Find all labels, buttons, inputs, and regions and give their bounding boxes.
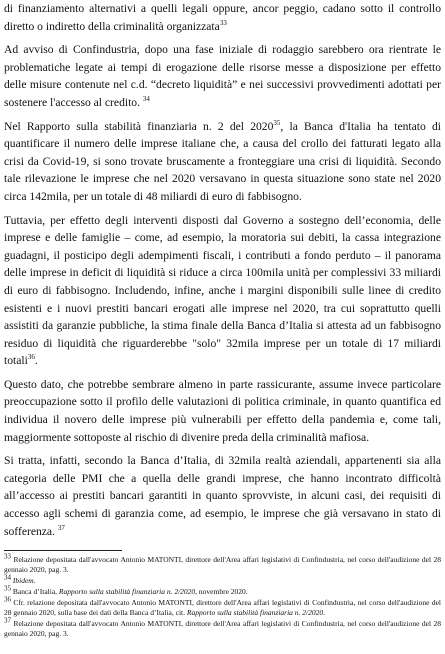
footnote-separator bbox=[4, 550, 122, 551]
footnote-ref-36[interactable]: 36 bbox=[27, 353, 35, 362]
footnote-ref-34[interactable]: 34 bbox=[142, 95, 150, 104]
footnote-34: $^{34}$ Ibidem. bbox=[4, 573, 36, 586]
footnote-37: $^{37}$ Relazione depositata dall'avvocato Antonio MATONTI, direttore dell'Area affari legislativi di Confindustria, nel corso dell'audizione del 28 gennaio 2020, pag. 3. bbox=[4, 616, 441, 639]
footnote-ref-35[interactable]: 35 bbox=[273, 118, 281, 127]
paragraph-1: di finanziamento alternativi a quelli legali oppure, ancor peggio, cadano sotto il controllo diretto o indiretto della criminalità organizzata$^{33}$ bbox=[4, 2, 441, 33]
footnote-ref-33[interactable]: 33 bbox=[219, 18, 227, 27]
footnote-ref-37[interactable]: 37 bbox=[57, 523, 65, 532]
paragraph-5: Questo dato, che potrebbe sembrare almeno in parte rassicurante, assume invece particolare preoccupazione sotto il profilo delle valutazioni di politica criminale, in quanto quantifica ed individua il novero delle imprese più vulnerabili per effetto della pandemia e, come tali, maggiormente sottoposte al rischio di divenire preda della criminalità mafiosa. bbox=[4, 377, 441, 444]
footnote-33: $^{33}$ Relazione depositata dall'avvocato Antonio MATONTI, direttore dell'Area affari legislativi di Confindustria, nel corso dell'audizione del 28 gennaio 2020, pag. 3. bbox=[4, 552, 441, 575]
paragraph-4: Tuttavia, per effetto degli interventi disposti dal Governo a sostegno dell’economia, delle imprese e delle famiglie – come, ad esempio, la moratoria sui debiti, la cassa integrazione guadagni, il posticipo degli adempimenti fiscali, i contributi a fondo perduto – il panorama delle imprese in deficit di liquidità si riduce a circa 100mila unità per complessivi 33 miliardi di euro di fabbisogno. Includendo, infine, anche i margini disponibili sulle linee di credito esistenti e i nuovi prestiti bancari erogati alle imprese nel 2020, tra cui soprattutto quelli assistiti da garanzie pubbliche, la stima finale della Banca d’Italia si attesta ad un fabbisogno residuo di liquidità che riguarderebbe "solo" 32mila imprese per un totale di 17 miliardi totali$^{36}$. bbox=[4, 213, 441, 368]
paragraph-6: Si tratta, infatti, secondo la Banca d’Italia, di 32mila realtà aziendali, appartenenti sia alla categoria delle PMI che a quella delle grandi imprese, che hanno incontrato difficoltà all’accesso ai prestiti bancari garantiti in quanto sprovviste, in alcuni casi, dei requisiti di accesso agli schemi di garanzia come, ad esempio, le imprese che già versavano in stato di sofferenza. $^{37}$ bbox=[4, 454, 441, 538]
footnote-36: $^{36}$ Cfr. relazione depositata dall'avvocato Antonio MATONTI, direttore dell'Area affari legislativi di Confindustria, nel corso dell'audizione del 28 gennaio 2020, sulla base dei dati della Banca d’Italia, cit. Rapporto sulla stabilità finanziaria n. 2/2020. bbox=[4, 595, 441, 618]
document-page bbox=[4, 0, 441, 640]
paragraph-2: Ad avviso di Confindustria, dopo una fase iniziale di rodaggio sarebbero ora rientrate le problematiche legate ai tempi di erogazione delle risorse messe a disposizione per effetto delle misure contenute nel c.d. “decreto liquidità” e nei successivi provvedimenti adottati per sostenere l'accesso al credito. $^{34}$ bbox=[4, 43, 441, 109]
paragraph-3: Nel Rapporto sulla stabilità finanziaria n. 2 del 2020$^{35}$, la Banca d'Italia ha tentato di quantificare il numero delle imprese italiane che, a causa del crollo dei fatturati legato alla crisi da Covid-19, si sono trovate bruscamente a fronteggiare una crisi di liquidità. Secondo tale rilevazione le imprese che nel 2020 versavano in questa situazione sono state nel 2020 circa 142mila, per un totale di 48 miliardi di euro di fabbisogno. bbox=[4, 118, 441, 203]
footnote-35: $^{35}$ Banca d’Italia, Rapporto sulla stabilità finanziaria n. 2/2020, novembre 2020. bbox=[4, 584, 248, 597]
footnotes bbox=[4, 552, 441, 639]
